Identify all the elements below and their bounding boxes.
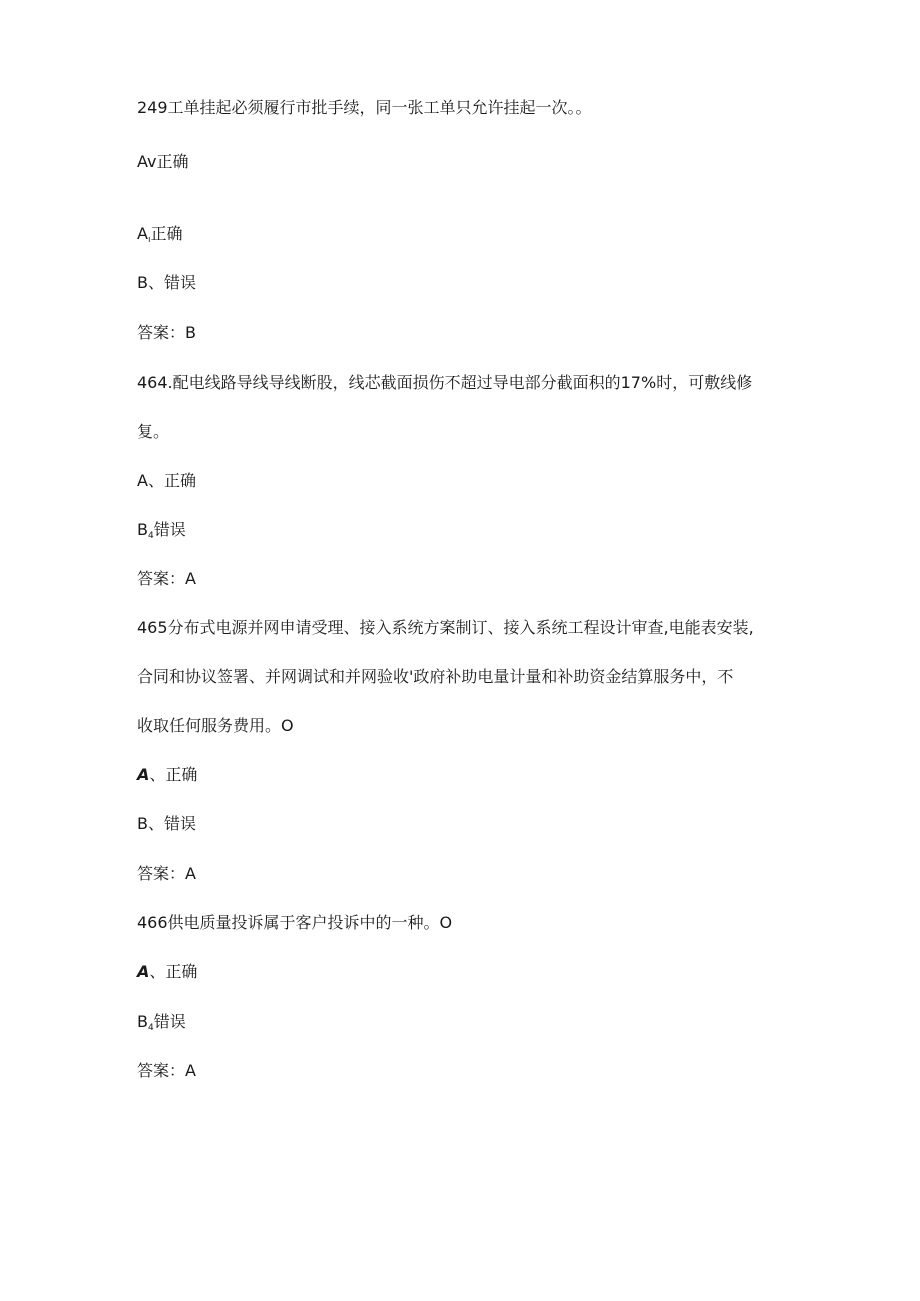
option-mark: ı bbox=[147, 235, 151, 245]
question-466-option-a bbox=[137, 962, 197, 982]
question-464-answer: 答案：A bbox=[137, 569, 196, 588]
option-mark: 4 bbox=[147, 1023, 154, 1033]
option-mark: 4 bbox=[147, 531, 154, 541]
option-text: 错误 bbox=[153, 1012, 186, 1031]
question-464-option-a: A、正确 bbox=[137, 471, 196, 490]
option-text: 错误 bbox=[153, 520, 186, 539]
option-letter: A bbox=[137, 962, 150, 981]
option-letter: A bbox=[137, 224, 148, 243]
option-letter: B bbox=[137, 520, 148, 539]
question-465-option-b: B、错误 bbox=[137, 814, 196, 833]
question-465-stem-line2: 合同和协议签署、并网调试和并网验收'政府补助电量计量和补助资金结算服务中，不 bbox=[137, 667, 734, 686]
question-466-option-b bbox=[137, 1012, 186, 1038]
question-465-option-a bbox=[137, 765, 197, 785]
option-letter: B bbox=[137, 1012, 148, 1031]
option-text: 、正确 bbox=[149, 962, 198, 981]
question-466-answer: 答案：A bbox=[137, 1061, 196, 1080]
question-249-option-a bbox=[137, 224, 182, 250]
question-464-stem-line2: 复。 bbox=[137, 422, 170, 441]
question-249-option-a-alt: Av正确 bbox=[137, 152, 189, 171]
question-249-stem: 249工单挂起必须履行市批手续，同一张工单只允许挂起一次。。 bbox=[137, 98, 592, 117]
question-465-stem-line1: 465分布式电源并网申请受理、接入系统方案制订、接入系统工程设计审查,电能表安装, bbox=[137, 618, 754, 637]
question-465-answer: 答案：A bbox=[137, 864, 196, 883]
option-text: 正确 bbox=[150, 224, 183, 243]
question-465-stem-line3: 收取任何服务费用。O bbox=[137, 716, 294, 735]
question-249-answer: 答案：B bbox=[137, 323, 196, 342]
question-464-stem-line1: 464.配电线路导线导线断股，线芯截面损伤不超过导电部分截面积的17%时，可敷线修 bbox=[137, 373, 753, 392]
question-466-stem: 466供电质量投诉属于客户投诉中的一种。O bbox=[137, 913, 453, 932]
option-text: 、正确 bbox=[149, 765, 198, 784]
question-249-option-b: B、错误 bbox=[137, 273, 196, 292]
question-464-option-b bbox=[137, 520, 186, 546]
option-letter: A bbox=[137, 765, 150, 784]
